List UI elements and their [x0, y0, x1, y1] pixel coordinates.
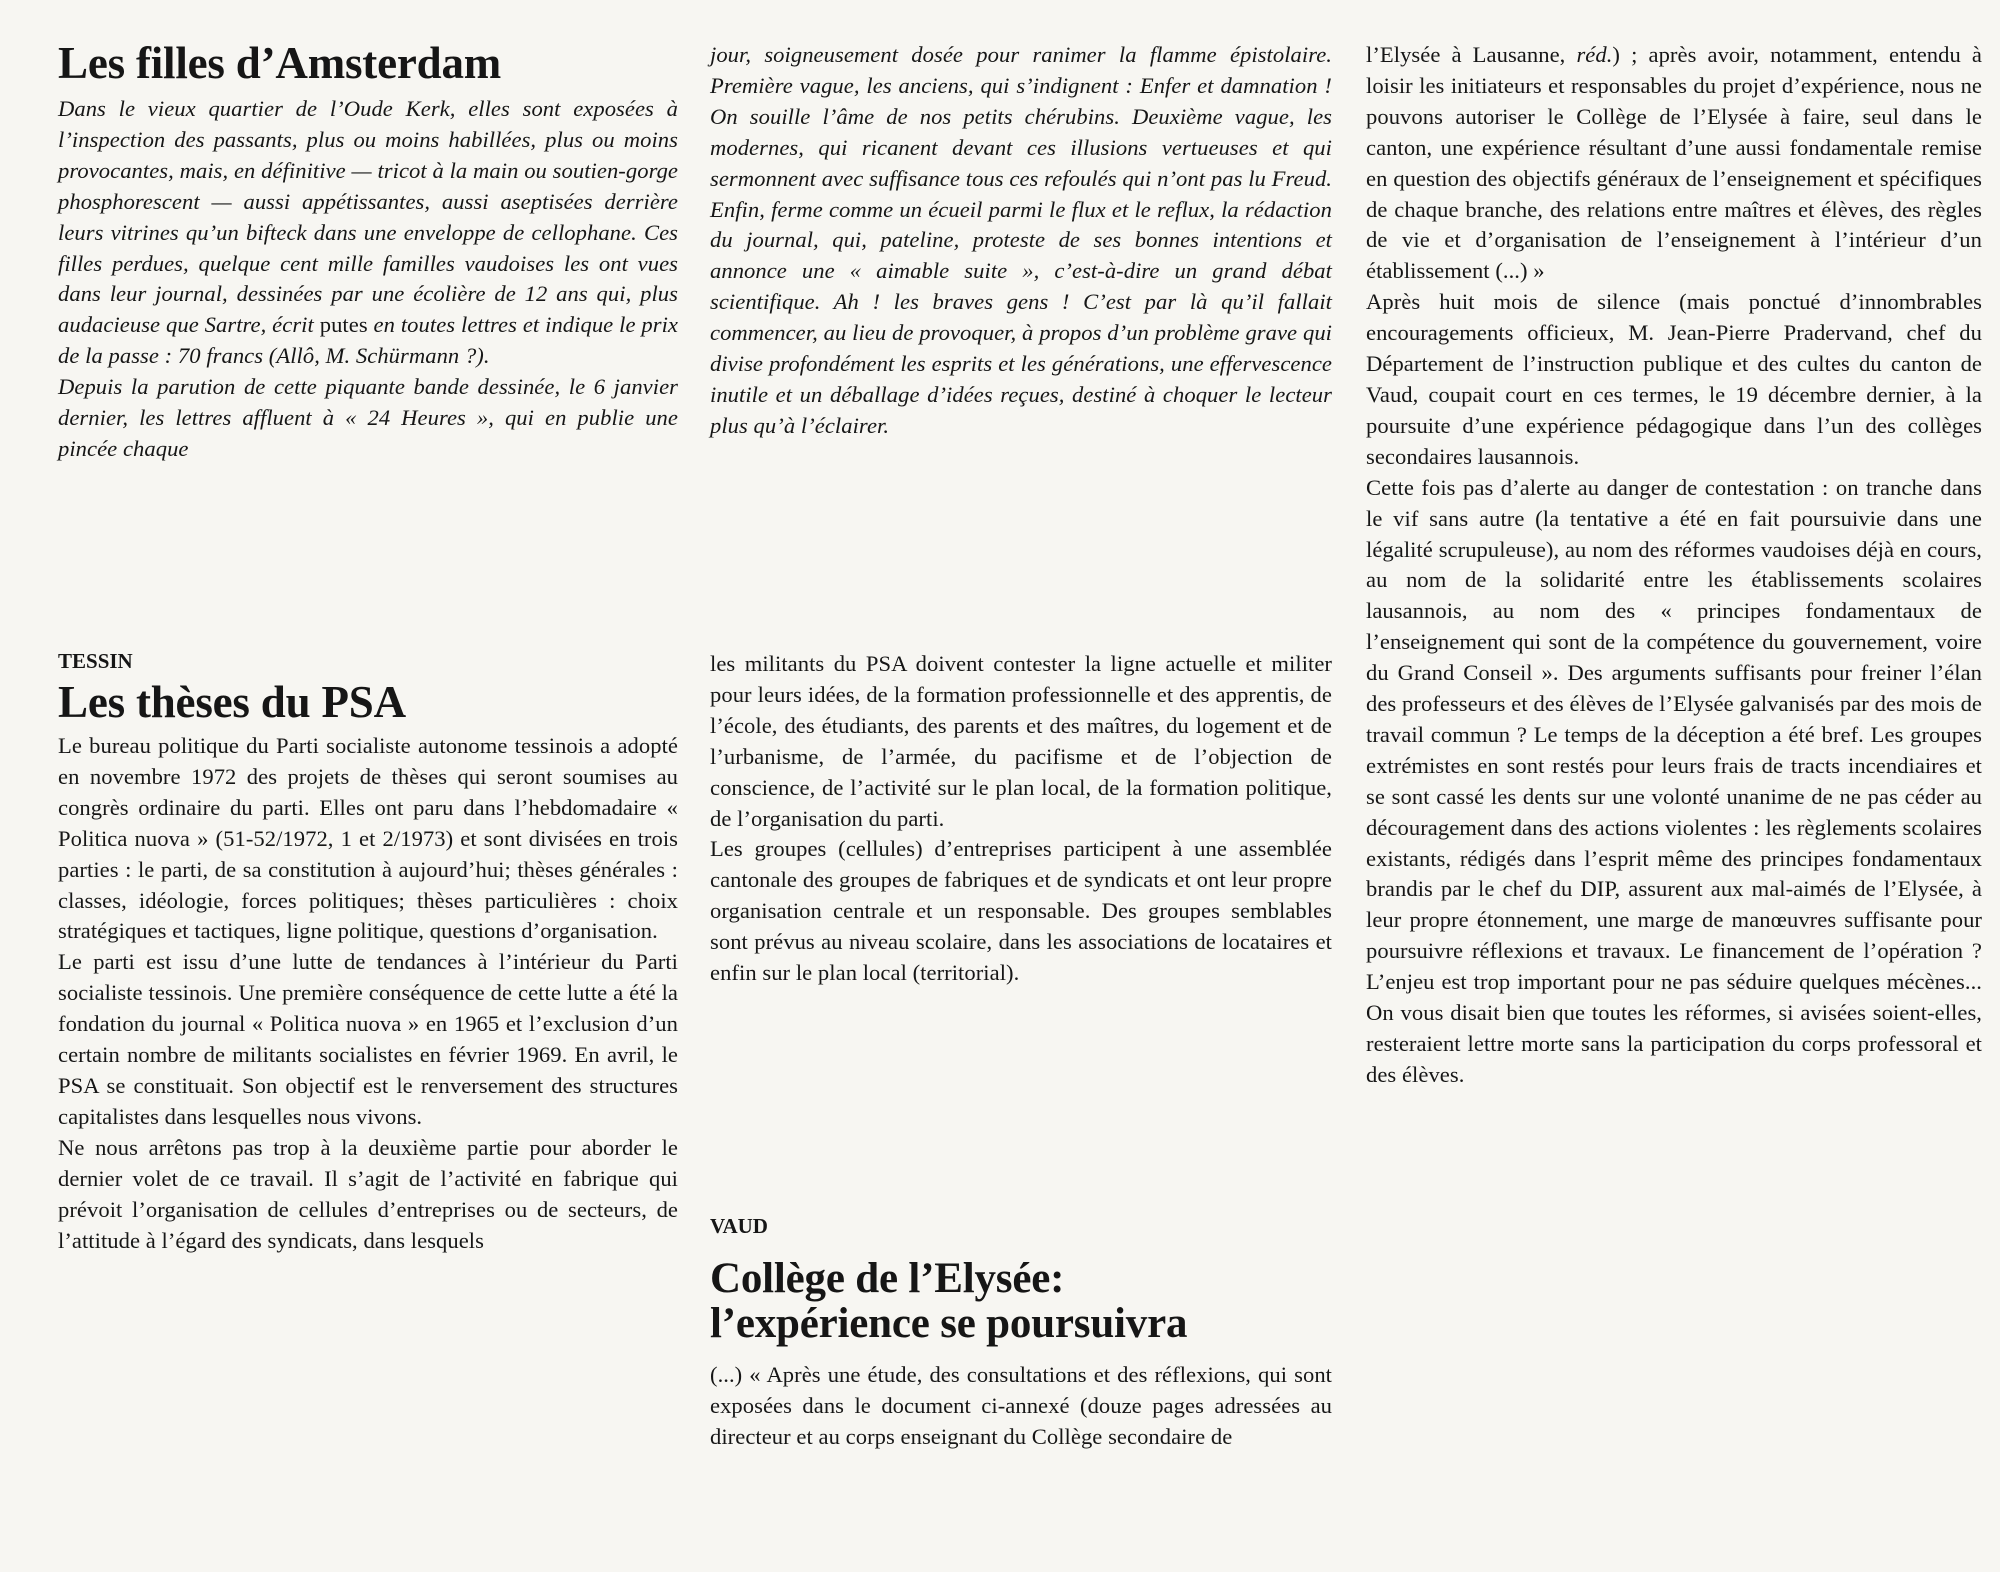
psa-paragraph-1: Le bureau politique du Parti socialiste autonome tessinois a adopté en novembre 1972 des projets de thèses qui seront soumises au congrès ordinaire du parti. Elles ont paru dans l’hebdomadaire « Politica nuova » (51-52/1972, 1 et 2/1973) et sont divisées en trois parties : le parti, de sa constitution à aujourd’hui; thèses générales : classes, idéologie, forces politiques; thèses particulières : choix stratégiques et tactiques, ligne politique, questions d’organisation. — [58, 733, 678, 944]
headline-psa: Les thèses du PSA — [58, 677, 406, 727]
psa-paragraph-2: Le parti est issu d’une lutte de tendances à l’intérieur du Parti socialiste tessinois. Une première conséquence de cette lutte a été la fondation du journal « Politica nuova » en 1965 et l’exclusion d’un certain nombre de militants socialistes en février 1969. En avril, le PSA se constituait. Son objectif est le renversement des structures capitalistes dans lesquelles nous vivons. — [58, 949, 678, 1129]
article-elysee — [710, 1214, 1332, 1453]
amsterdam-p1-tail: en toutes lettres et indique le prix de la passe : 70 francs (Allô, M. Schürmann ?). — [58, 312, 678, 369]
elysee-continued-paragraph-2: Après huit mois de silence (mais ponctué d’innombrables encouragements officieux, M. Jean-Pierre Pradervand, chef du Département de l’instruction publique et des cultes du canton de Vaud, coupait court en ces termes, le 19 décembre dernier, à la poursuite d’une expérience pédagogique dans l’un des collèges secondaires lausannois. — [1366, 289, 1982, 469]
kicker-vaud: VAUD — [710, 1214, 768, 1238]
amsterdam-paragraph-2: Depuis la parution de cette piquante bande dessinée, le 6 janvier dernier, les lettres affluent à « 24 Heures », qui en publie une pincée chaque — [58, 374, 678, 461]
psa-continued-paragraph-2: Les groupes (cellules) d’entreprises participent à une assemblée cantonale des groupes de fabriques et de syndicats et ont leur propre organisation centrale et un responsable. Des groupes semblables sont prévus au niveau scolaire, dans les associations de locataires et enfin sur le plan local (territorial). — [710, 836, 1332, 986]
elysee-cont-p1-a: l’Elysée à Lausanne, — [1366, 42, 1577, 67]
amsterdam-p1-roman-word: putes — [319, 312, 368, 338]
headline-amsterdam: Les filles d’Amsterdam — [58, 38, 502, 88]
amsterdam-continued-text: jour, soigneusement dosée pour ranimer la flamme épistolaire. Première vague, les anciens, qui s’indignent : Enfer et damnation ! On souille l’âme de nos petits chérubins. Deuxième vague, les modernes, qui ricanent devant ces illusions vertueuses et qui sermonnent avec suffisance tous ces refoulés qui n’ont pas lu Freud. Enfin, ferme comme un écueil parmi le flux et le reflux, la rédaction du journal, qui, pateline, proteste de ses bonnes intentions et annonce une « aimable suite », c’est-à-dire un grand débat scientifique. Ah ! les braves gens ! C’est par là qu’il fallait commencer, au lieu de provoquer, à propos d’un problème grave qui divise profondément les esprits et les générations, une effervescence inutile et un déballage d’idées reçues, destiné à choquer le lecteur plus qu’à l’éclairer. — [710, 42, 1332, 438]
amsterdam-continued — [710, 40, 1332, 442]
amsterdam-paragraph-1 — [58, 94, 678, 372]
amsterdam-p1-text: Dans le vieux quartier de l’Oude Kerk, elles sont exposées à l’inspection des passants, plus ou moins habillées, plus ou moins provocantes, mais, en définitive — tricot à la main ou soutien-gorge phosphorescent — aussi appétissantes, aussi aseptisées derrière leurs vitrines qu’un bifteck dans une enveloppe de cellophane. Ces filles perdues, quelque cent mille familles vaudoises les ont vues dans leur journal, dessinées par une écolière de 12 ans qui, plus audacieuse que Sartre, écrit — [58, 96, 678, 338]
elysee-cont-p1-b: ) ; après avoir, notamment, entendu à loisir les initiateurs et responsables du projet d’expérience, nous ne pouvons autoriser le Collège de l’Elysée à faire, seul dans le canton, une expérience résultant d’une aussi fondamentale remise en question des objectifs généraux de l’enseignement et spécifiques de chaque branche, des relations entre maîtres et élèves, des règles de vie et d’organisation de l’enseignement à l’intérieur d’un établissement (...) » — [1366, 42, 1982, 284]
psa-continued — [710, 649, 1332, 989]
article-amsterdam — [58, 40, 678, 465]
elysee-paragraph-1: (...) « Après une étude, des consultations et des réflexions, qui sont exposées dans le document ci-annexé (douze pages adressées au directeur et au corps enseignant du Collège secondaire de — [710, 1362, 1332, 1449]
elysee-continued-paragraph-3: Cette fois pas d’alerte au danger de contestation : on tranche dans le vif sans autre (la tentative a été en fait poursuivie dans une légalité scrupuleuse), au nom des réformes vaudoises déjà en cours, au nom de la solidarité entre les établissements scolaires lausannois, au nom des « principes fondamentaux de l’enseignement qui sont de la compétence du gouvernement, voire du Grand Conseil ». Des arguments suffisants pour freiner l’élan des professeurs et des élèves de l’Elysée galvanisés par des mois de travail commun ? Le temps de la déception a été bref. Les groupes extrémistes en sont restés pour leurs frais de tracts incendiaires et se sont cassé les dents sur une volonté unanime de ne pas céder au découragement dans des actions violentes : les règlements scolaires existants, rédigés dans l’esprit même des principes fondamentaux brandis par le chef du DIP, assurent aux mal-aimés de l’Elysée, à leur propre étonnement, une marge de manœuvres suffisante pour poursuivre réflexions et travaux. Le financement de l’opération ? L’enjeu est trop important pour ne pas séduire quelques mécènes... On vous disait bien que toutes les réformes, si avisées soient-elles, resteraient lettre morte sans la participation du corps professoral et des élèves. — [1366, 474, 1982, 1087]
headline-elysee-line-1: Collège de l’Elysée: — [710, 1255, 1065, 1302]
headline-elysee — [710, 1256, 1332, 1346]
headline-elysee-line-2: l’expérience se poursuivra — [710, 1300, 1188, 1347]
elysee-cont-p1-red: réd. — [1576, 42, 1613, 67]
kicker-tessin: TESSIN — [58, 649, 133, 673]
elysee-continued-paragraph-1 — [1366, 40, 1982, 287]
article-psa — [58, 649, 678, 1256]
psa-paragraph-3: Ne nous arrêtons pas trop à la deuxième partie pour aborder le dernier volet de ce travail. Il s’agit de l’activité en fabrique qui prévoit l’organisation de cellules d’entreprises ou de secteurs, de l’attitude à l’égard des syndicats, dans lesquels — [58, 1134, 678, 1253]
psa-continued-paragraph-1: les militants du PSA doivent contester la ligne actuelle et militer pour leurs idées, de la formation professionnelle et des apprentis, de l’école, des étudiants, des parents et des maîtres, du logement et de l’urbanisme, de l’armée, du pacifisme et de l’objection de conscience, de l’activité sur le plan local, de la formation politique, de l’organisation du parti. — [710, 651, 1332, 831]
elysee-continued — [1366, 40, 1982, 1091]
